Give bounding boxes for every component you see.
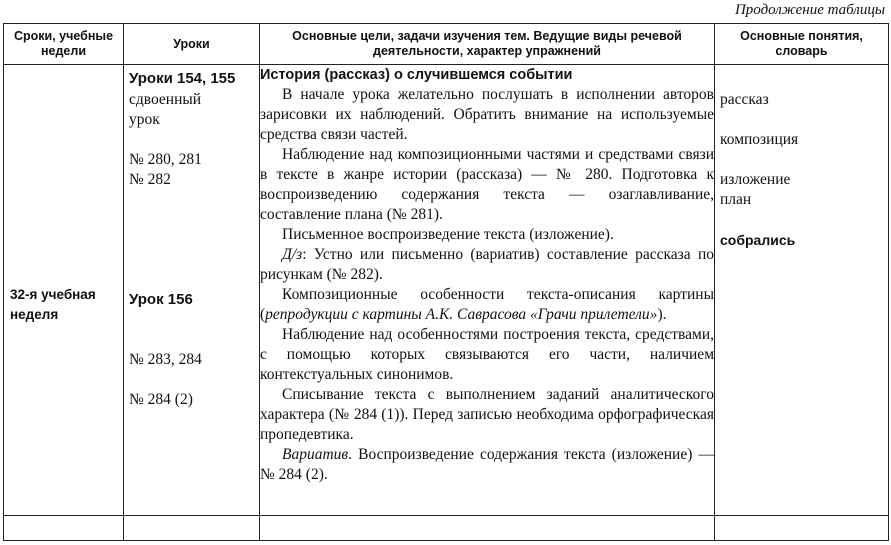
paragraph-1: В начале урока желательно послушать в исполнении авторов зарисовки их наблюдений. Обратить внимание на используемые средства связи частей. <box>260 86 714 143</box>
lesson-plan-table <box>3 23 889 541</box>
header-goals: Основные цели, задачи изучения тем. Ведущие виды речевой деятельности, характер упражнений <box>260 24 715 65</box>
week-cell <box>4 65 124 516</box>
exercise-282: № 282 <box>129 171 171 188</box>
paragraph-8 <box>260 445 714 485</box>
lessons-cell <box>124 65 260 516</box>
painting-reference: репродукции с картины А.К. Саврасова «Грачи прилетели» <box>265 306 658 323</box>
paragraph-3: Письменное воспроизведение текста (изложение). <box>282 226 614 243</box>
week-label: 32-я учебная неделя <box>10 287 96 322</box>
table-continuation-caption: Продолжение таблицы <box>734 2 885 18</box>
week-row <box>4 65 889 516</box>
term-kompoziciya: композиция <box>720 131 799 148</box>
paragraph-7: Списывание текста с выполнением заданий аналитического характера (№ 284 (1)). Перед записью необходима орфографическая пропедевтика. <box>260 386 714 443</box>
lesson-type-line1: сдвоенный <box>129 91 202 108</box>
paragraph-4 <box>260 245 714 285</box>
paragraph-5 <box>260 285 714 325</box>
variant-label: Вариатив <box>282 446 349 463</box>
variant-text: . Воспроизведение содержания текста (изложение) — № 284 (2). <box>260 446 714 483</box>
exercise-284-2: № 284 (2) <box>129 391 193 408</box>
paragraph-5-end: ). <box>657 306 667 323</box>
term-rasskaz: рассказ <box>720 91 769 108</box>
terms-cell <box>715 65 889 516</box>
term-izlozhenie: изложение <box>720 171 791 188</box>
header-terms: Основные понятия, словарь <box>715 24 889 65</box>
lesson-type-line2: урок <box>129 111 160 128</box>
next-lessons-cell <box>124 516 260 541</box>
next-terms-cell <box>715 516 889 541</box>
homework-text: : Устно или письменно (вариатив) составление рассказа по рисункам (№ 282). <box>260 246 714 283</box>
lesson-154-155-title: Уроки 154, 155 <box>129 70 236 87</box>
next-row <box>4 516 889 541</box>
paragraph-2: Наблюдение над композиционными частями и средствами связи в тексте в жанре истории (рассказа) — № 280. Подготовка к воспроизведению содержания текста — озаглавливание, составление плана (№ 281). <box>260 146 714 223</box>
exercise-283-284: № 283, 284 <box>129 351 202 368</box>
header-row <box>4 24 889 65</box>
paragraph-5-start: Композиционные особенности текста-описания картины ( <box>260 286 714 323</box>
exercise-280-281: № 280, 281 <box>129 151 202 168</box>
term-plan: план <box>720 191 752 208</box>
goals-cell <box>260 65 715 516</box>
next-week-cell <box>4 516 124 541</box>
header-lessons: Уроки <box>124 24 260 65</box>
next-goals-cell <box>260 516 715 541</box>
header-weeks: Сроки, учебные недели <box>4 24 124 65</box>
lesson-156-title: Урок 156 <box>129 291 193 308</box>
term-sobralis: собрались <box>720 232 796 248</box>
homework-label: Д/з <box>282 246 303 263</box>
topic-title: История (рассказ) о случившемся событии <box>260 67 573 83</box>
paragraph-6: Наблюдение над особенностями построения текста, средствами, с помощью которых связываются его части, наличием контекстуальных синонимов. <box>260 326 714 383</box>
